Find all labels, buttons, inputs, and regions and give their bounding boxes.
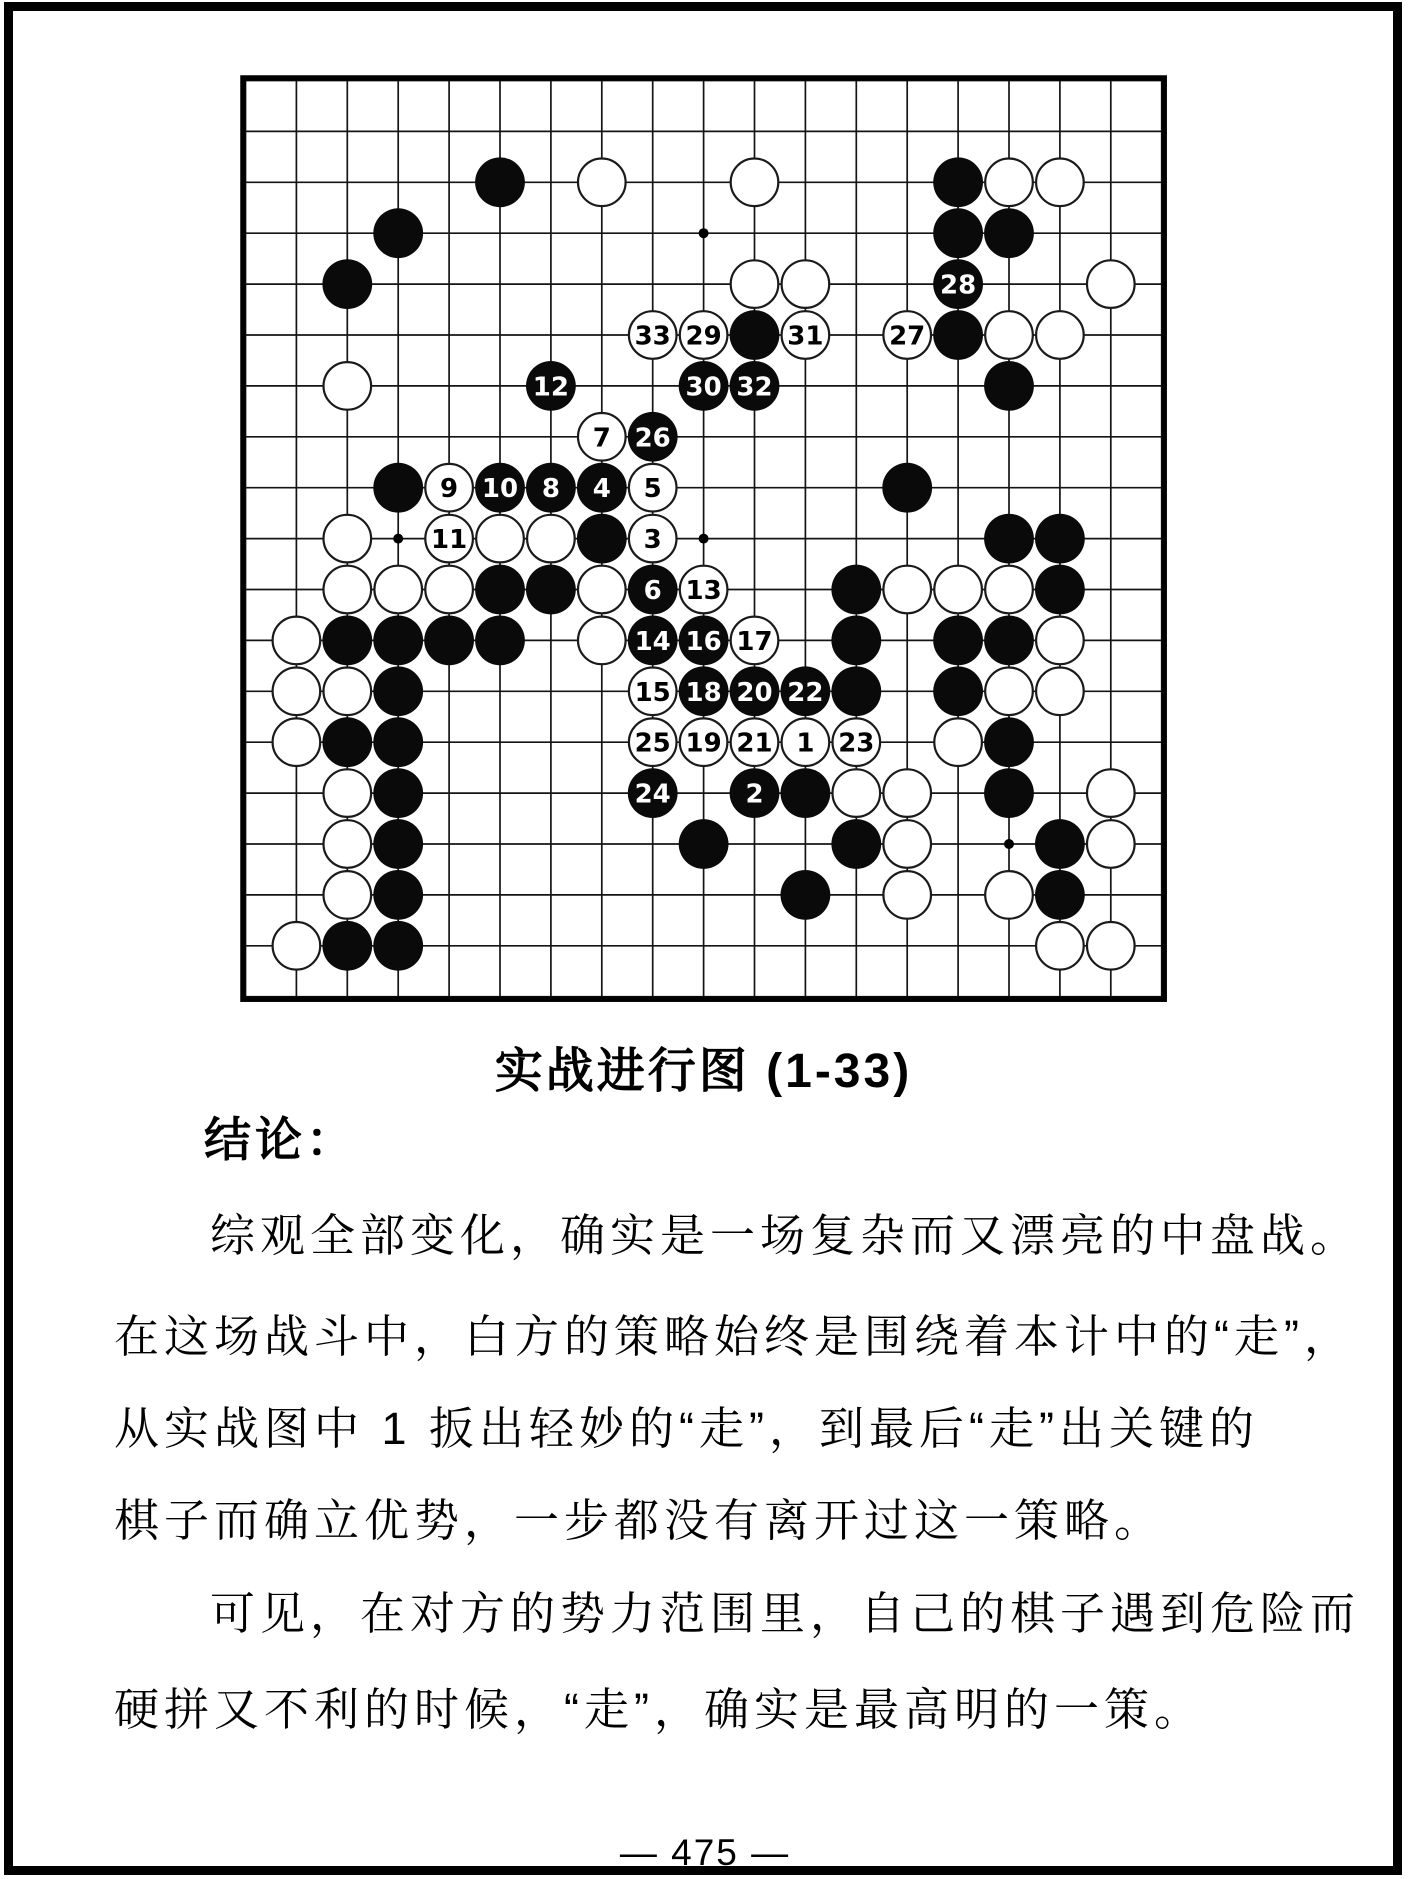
move-number: 5	[643, 474, 662, 505]
move-number: 21	[736, 728, 773, 759]
white-stone	[578, 159, 626, 207]
black-stone	[882, 463, 932, 513]
move-number: 13	[685, 576, 722, 606]
black-stone	[933, 666, 983, 716]
black-stone	[933, 310, 983, 360]
black-stone	[1035, 514, 1085, 564]
move-number: 23	[838, 728, 875, 759]
move-number: 25	[634, 728, 671, 759]
star-point	[393, 534, 403, 544]
conclusion-paragraph1-line2: 在这场战斗中，白方的策略始终是围绕着本计中的“走”，	[114, 1311, 1354, 1362]
black-stone	[1035, 870, 1085, 920]
move-number: 22	[787, 677, 824, 708]
black-stone	[933, 157, 983, 207]
black-stone	[1035, 819, 1085, 869]
star-point	[699, 534, 709, 544]
move-number: 8	[541, 474, 560, 505]
white-stone	[425, 566, 473, 614]
white-stone	[324, 515, 372, 563]
white-stone	[883, 769, 931, 817]
move-number: 19	[685, 728, 722, 759]
conclusion-heading: 结论：	[204, 1113, 357, 1166]
black-stone	[781, 870, 831, 920]
black-stone	[475, 565, 525, 615]
white-stone	[578, 617, 626, 665]
move-number: 30	[685, 372, 722, 403]
black-stone	[984, 717, 1034, 767]
page-number: — 475 —	[619, 1832, 791, 1873]
black-stone	[831, 616, 881, 666]
white-stone	[1036, 668, 1084, 716]
white-stone	[1036, 159, 1084, 207]
white-stone	[985, 159, 1033, 207]
white-stone	[527, 515, 575, 563]
white-stone	[273, 922, 321, 970]
conclusion-paragraph1-line1: 综观全部变化，确实是一场复杂而又漂亮的中盘战。	[210, 1210, 1361, 1261]
move-number: 15	[634, 677, 671, 708]
black-stone	[526, 565, 576, 615]
move-number: 33	[634, 321, 671, 352]
black-stone	[373, 717, 423, 767]
black-stone	[984, 514, 1034, 564]
black-stone	[679, 819, 729, 869]
white-stone	[985, 871, 1033, 919]
black-stone	[373, 921, 423, 971]
move-number: 29	[685, 321, 722, 352]
white-stone	[883, 820, 931, 868]
move-number: 28	[940, 270, 977, 301]
white-stone	[1087, 260, 1135, 308]
black-stone	[933, 208, 983, 258]
white-stone	[324, 769, 372, 817]
black-stone	[831, 819, 881, 869]
white-stone	[731, 260, 779, 308]
white-stone	[985, 566, 1033, 614]
move-number: 18	[685, 677, 722, 708]
conclusion-paragraph1-line4: 棋子而确立优势，一步都没有离开过这一策略。	[114, 1495, 1165, 1546]
black-stone	[322, 259, 372, 309]
black-stone	[322, 616, 372, 666]
white-stone	[985, 668, 1033, 716]
white-stone	[476, 515, 524, 563]
diagram-caption: 实战进行图 (1-33)	[494, 1045, 913, 1098]
black-stone	[475, 157, 525, 207]
white-stone	[324, 820, 372, 868]
black-stone	[373, 208, 423, 258]
white-stone	[374, 566, 422, 614]
move-number: 7	[592, 423, 611, 454]
white-stone	[934, 566, 982, 614]
white-stone	[883, 566, 931, 614]
move-number: 24	[634, 779, 671, 810]
move-number: 26	[634, 423, 671, 454]
black-stone	[373, 819, 423, 869]
white-stone	[985, 311, 1033, 359]
white-stone	[273, 668, 321, 716]
move-number: 14	[634, 626, 671, 657]
white-stone	[883, 871, 931, 919]
black-stone	[984, 361, 1034, 411]
move-number: 17	[736, 626, 773, 657]
black-stone	[373, 666, 423, 716]
move-number: 32	[736, 372, 773, 403]
white-stone	[324, 362, 372, 410]
star-point	[699, 228, 709, 238]
white-stone	[833, 769, 881, 817]
black-stone	[1035, 565, 1085, 615]
black-stone	[424, 616, 474, 666]
white-stone	[782, 260, 830, 308]
black-stone	[781, 768, 831, 818]
black-stone	[373, 463, 423, 513]
move-number: 11	[431, 525, 468, 556]
black-stone	[984, 768, 1034, 818]
black-stone	[831, 666, 881, 716]
white-stone	[273, 617, 321, 665]
black-stone	[984, 208, 1034, 258]
white-stone	[1087, 922, 1135, 970]
white-stone	[934, 718, 982, 766]
move-number: 9	[440, 474, 459, 505]
move-number: 20	[736, 677, 773, 708]
black-stone	[984, 616, 1034, 666]
black-stone	[831, 565, 881, 615]
black-stone	[475, 616, 525, 666]
white-stone	[1036, 617, 1084, 665]
move-number: 1	[796, 728, 815, 759]
conclusion-paragraph2-line2: 硬拼又不利的时候，“走”，确实是最高明的一策。	[114, 1684, 1204, 1735]
star-point	[1004, 839, 1014, 849]
move-number: 27	[889, 321, 926, 352]
white-stone	[578, 566, 626, 614]
move-number: 16	[685, 626, 722, 657]
white-stone	[1087, 769, 1135, 817]
white-stone	[1087, 820, 1135, 868]
black-stone	[730, 310, 780, 360]
white-stone	[324, 871, 372, 919]
black-stone	[373, 616, 423, 666]
white-stone	[324, 668, 372, 716]
white-stone	[1036, 311, 1084, 359]
white-stone	[1036, 922, 1084, 970]
black-stone	[933, 616, 983, 666]
black-stone	[373, 768, 423, 818]
move-number: 2	[745, 779, 764, 810]
conclusion-paragraph1-line3: 从实战图中 1 扳出轻妙的“走”，到最后“走”出关键的	[114, 1403, 1259, 1454]
move-number: 31	[787, 321, 824, 352]
move-number: 10	[481, 474, 519, 505]
move-number: 6	[643, 576, 662, 606]
black-stone	[322, 717, 372, 767]
move-number: 12	[532, 372, 569, 403]
white-stone	[731, 159, 779, 207]
white-stone	[273, 718, 321, 766]
white-stone	[324, 566, 372, 614]
move-number: 3	[643, 525, 662, 556]
black-stone	[373, 870, 423, 920]
move-number: 4	[592, 474, 611, 505]
black-stone	[577, 514, 627, 564]
conclusion-paragraph2-line1: 可见，在对方的势力范围里，自己的棋子遇到危险而	[210, 1588, 1361, 1639]
black-stone	[322, 921, 372, 971]
